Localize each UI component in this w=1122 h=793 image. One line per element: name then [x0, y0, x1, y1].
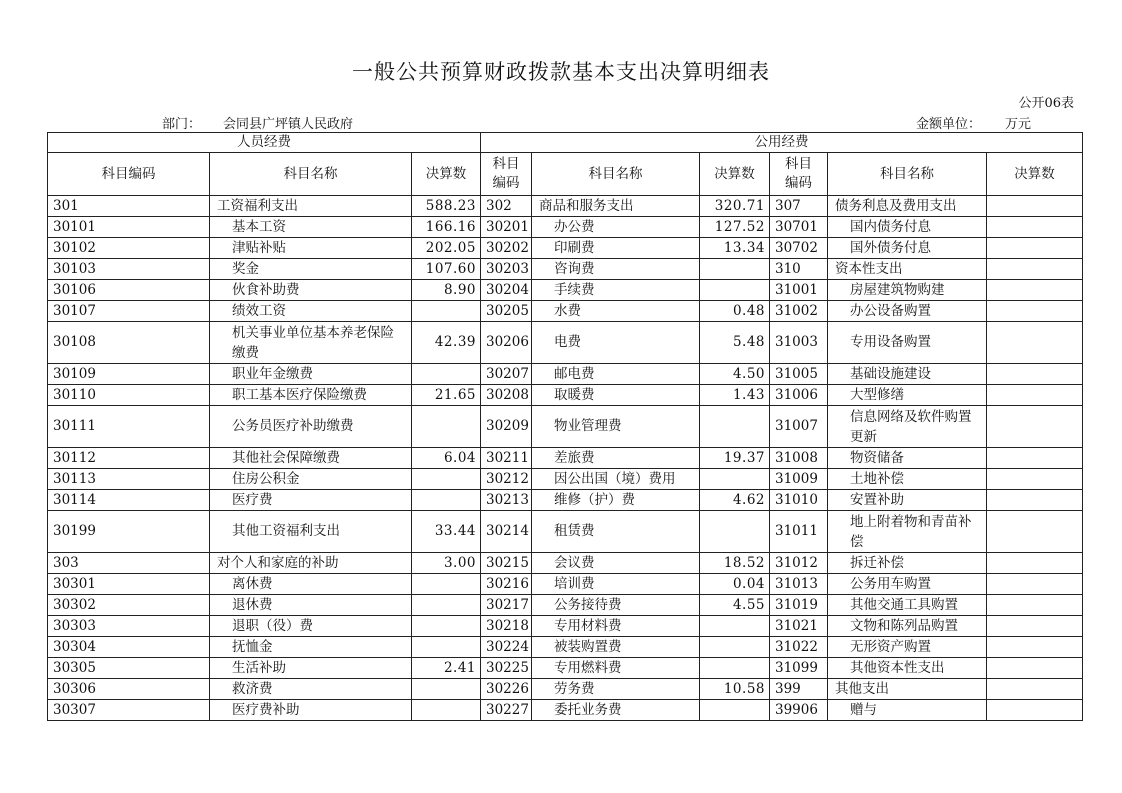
code-cell: 30199: [48, 511, 210, 553]
amount-cell: [412, 301, 481, 322]
header-code-3: [770, 153, 828, 196]
code-cell: 30108: [48, 322, 210, 364]
amount-cell: [987, 217, 1083, 238]
amount-cell: [412, 679, 481, 700]
code-cell: 30113: [48, 469, 210, 490]
code-cell: 31011: [770, 511, 828, 553]
amount-cell: 3.00: [412, 553, 481, 574]
code-cell: 30112: [48, 448, 210, 469]
amount-cell: 4.62: [700, 490, 770, 511]
amount-cell: 202.05: [412, 238, 481, 259]
table-row: [48, 364, 1083, 385]
code-cell: 30209: [481, 406, 532, 448]
unit-info: [916, 113, 1031, 132]
amount-cell: 4.50: [700, 364, 770, 385]
code-cell: 399: [770, 679, 828, 700]
code-cell: 30305: [48, 658, 210, 679]
table-row: [48, 574, 1083, 595]
name-cell: 会议费: [532, 553, 700, 574]
header-name-1: 科目名称: [210, 153, 412, 196]
amount-cell: [987, 700, 1083, 721]
code-cell: 30201: [481, 217, 532, 238]
amount-cell: 127.52: [700, 217, 770, 238]
name-cell: 国内债务付息: [828, 217, 987, 238]
amount-cell: [987, 616, 1083, 637]
header-code-3-line1: 科目: [785, 156, 812, 172]
name-cell: 津贴补贴: [210, 238, 412, 259]
code-cell: 30217: [481, 595, 532, 616]
name-cell: 国外债务付息: [828, 238, 987, 259]
table-code: 公开06表: [1018, 96, 1074, 111]
amount-cell: 2.41: [412, 658, 481, 679]
name-cell: 抚恤金: [210, 637, 412, 658]
code-cell: 30216: [481, 574, 532, 595]
name-cell: 绩效工资: [210, 301, 412, 322]
name-cell: 其他支出: [828, 679, 987, 700]
name-cell: 职业年金缴费: [210, 364, 412, 385]
name-cell: 物资储备: [828, 448, 987, 469]
amount-cell: [987, 301, 1083, 322]
amount-cell: [412, 595, 481, 616]
name-cell: 公务用车购置: [828, 574, 987, 595]
amount-cell: [700, 637, 770, 658]
name-cell: 邮电费: [532, 364, 700, 385]
amount-cell: [700, 259, 770, 280]
section-public: 公用经费: [481, 133, 1083, 153]
table-row: [48, 385, 1083, 406]
code-cell: 310: [770, 259, 828, 280]
name-cell: 信息网络及软件购置更新: [828, 406, 987, 448]
code-cell: 30211: [481, 448, 532, 469]
amount-cell: [412, 490, 481, 511]
name-cell: 大型修缮: [828, 385, 987, 406]
table-row: [48, 658, 1083, 679]
amount-cell: 1.43: [700, 385, 770, 406]
code-cell: 31013: [770, 574, 828, 595]
header-name-2: 科目名称: [532, 153, 700, 196]
code-cell: 30307: [48, 700, 210, 721]
code-cell: 39906: [770, 700, 828, 721]
name-cell: 因公出国（境）费用: [532, 469, 700, 490]
name-cell: 基本工资: [210, 217, 412, 238]
name-cell: 办公费: [532, 217, 700, 238]
name-cell: 印刷费: [532, 238, 700, 259]
name-cell: 商品和服务支出: [532, 196, 700, 217]
name-cell: 资本性支出: [828, 259, 987, 280]
code-cell: 30301: [48, 574, 210, 595]
code-cell: 30106: [48, 280, 210, 301]
name-cell: 劳务费: [532, 679, 700, 700]
amount-cell: [987, 490, 1083, 511]
amount-cell: [700, 700, 770, 721]
table-row: [48, 469, 1083, 490]
unit-value: 万元: [1005, 117, 1032, 132]
name-cell: 医疗费: [210, 490, 412, 511]
code-cell: 307: [770, 196, 828, 217]
code-cell: 302: [481, 196, 532, 217]
code-cell: 30702: [770, 238, 828, 259]
name-cell: 医疗费补助: [210, 700, 412, 721]
name-cell: 退休费: [210, 595, 412, 616]
amount-cell: 166.16: [412, 217, 481, 238]
code-cell: 31019: [770, 595, 828, 616]
table-row: [48, 301, 1083, 322]
table-row: [48, 553, 1083, 574]
code-cell: 30302: [48, 595, 210, 616]
code-cell: 30214: [481, 511, 532, 553]
header-code-2-line1: 科目: [492, 156, 520, 172]
header-amount-2: 决算数: [700, 153, 770, 196]
amount-cell: 8.90: [412, 280, 481, 301]
code-cell: 30114: [48, 490, 210, 511]
code-cell: 30101: [48, 217, 210, 238]
name-cell: 住房公积金: [210, 469, 412, 490]
code-cell: 31010: [770, 490, 828, 511]
code-cell: 30102: [48, 238, 210, 259]
name-cell: 公务接待费: [532, 595, 700, 616]
code-cell: 30213: [481, 490, 532, 511]
amount-cell: [987, 259, 1083, 280]
amount-cell: [412, 637, 481, 658]
amount-cell: [987, 364, 1083, 385]
table-row: [48, 700, 1083, 721]
table-row: [48, 217, 1083, 238]
name-cell: 基础设施建设: [828, 364, 987, 385]
table-row: [48, 259, 1083, 280]
amount-cell: [412, 700, 481, 721]
name-cell: 租赁费: [532, 511, 700, 553]
amount-cell: [987, 196, 1083, 217]
name-cell: 其他社会保障缴费: [210, 448, 412, 469]
name-cell: 奖金: [210, 259, 412, 280]
amount-cell: 0.48: [700, 301, 770, 322]
code-cell: 31099: [770, 658, 828, 679]
amount-cell: [700, 658, 770, 679]
amount-cell: 19.37: [700, 448, 770, 469]
amount-cell: 5.48: [700, 322, 770, 364]
table-row: [48, 448, 1083, 469]
amount-cell: 107.60: [412, 259, 481, 280]
code-cell: 30227: [481, 700, 532, 721]
name-cell: 伙食补助费: [210, 280, 412, 301]
amount-cell: 320.71: [700, 196, 770, 217]
unit-label: 金额单位：: [916, 117, 982, 132]
code-cell: 31021: [770, 616, 828, 637]
amount-cell: 21.65: [412, 385, 481, 406]
department-info: [162, 113, 353, 132]
department-name: 会同县广坪镇人民政府: [223, 117, 354, 132]
name-cell: 拆迁补偿: [828, 553, 987, 574]
amount-cell: [987, 574, 1083, 595]
code-cell: 30109: [48, 364, 210, 385]
name-cell: 培训费: [532, 574, 700, 595]
header-amount-1: 决算数: [412, 153, 481, 196]
name-cell: 安置补助: [828, 490, 987, 511]
amount-cell: [412, 616, 481, 637]
amount-cell: 588.23: [412, 196, 481, 217]
amount-cell: 42.39: [412, 322, 481, 364]
code-cell: 30303: [48, 616, 210, 637]
amount-cell: [412, 469, 481, 490]
code-cell: 303: [48, 553, 210, 574]
header-amount-3: 决算数: [987, 153, 1083, 196]
name-cell: 债务利息及费用支出: [828, 196, 987, 217]
code-cell: 30207: [481, 364, 532, 385]
name-cell: 无形资产购置: [828, 637, 987, 658]
name-cell: 职工基本医疗保险缴费: [210, 385, 412, 406]
name-cell: 退职（役）费: [210, 616, 412, 637]
code-cell: 30304: [48, 637, 210, 658]
amount-cell: 10.58: [700, 679, 770, 700]
code-cell: 31009: [770, 469, 828, 490]
code-cell: 30208: [481, 385, 532, 406]
amount-cell: [412, 406, 481, 448]
name-cell: 维修（护）费: [532, 490, 700, 511]
code-cell: 30225: [481, 658, 532, 679]
header-code-2: [481, 153, 532, 196]
code-cell: 31012: [770, 553, 828, 574]
amount-cell: [700, 469, 770, 490]
code-cell: 30224: [481, 637, 532, 658]
table-row: [48, 637, 1083, 658]
code-cell: 30202: [481, 238, 532, 259]
code-cell: 30111: [48, 406, 210, 448]
amount-cell: [987, 385, 1083, 406]
name-cell: 手续费: [532, 280, 700, 301]
amount-cell: [987, 469, 1083, 490]
amount-cell: [987, 595, 1083, 616]
name-cell: 生活补助: [210, 658, 412, 679]
amount-cell: [412, 364, 481, 385]
name-cell: 专用设备购置: [828, 322, 987, 364]
amount-cell: [987, 511, 1083, 553]
code-cell: 31002: [770, 301, 828, 322]
code-cell: 31003: [770, 322, 828, 364]
name-cell: 物业管理费: [532, 406, 700, 448]
code-cell: 30215: [481, 553, 532, 574]
department-label: 部门：: [162, 117, 202, 132]
amount-cell: 18.52: [700, 553, 770, 574]
table-row: [48, 322, 1083, 364]
header-code-2-line2: 编码: [492, 175, 520, 191]
header-code-1: 科目编码: [48, 153, 210, 196]
table-row: [48, 196, 1083, 217]
code-cell: 301: [48, 196, 210, 217]
amount-cell: [987, 238, 1083, 259]
name-cell: 其他交通工具购置: [828, 595, 987, 616]
amount-cell: [987, 658, 1083, 679]
name-cell: 被装购置费: [532, 637, 700, 658]
section-personnel: 人员经费: [48, 133, 481, 153]
name-cell: 土地补偿: [828, 469, 987, 490]
name-cell: 文物和陈列品购置: [828, 616, 987, 637]
amount-cell: [987, 553, 1083, 574]
amount-cell: [412, 574, 481, 595]
name-cell: 赠与: [828, 700, 987, 721]
name-cell: 委托业务费: [532, 700, 700, 721]
amount-cell: 13.34: [700, 238, 770, 259]
name-cell: 专用燃料费: [532, 658, 700, 679]
amount-cell: [987, 637, 1083, 658]
table-row: [48, 511, 1083, 553]
amount-cell: [700, 280, 770, 301]
name-cell: 办公设备购置: [828, 301, 987, 322]
name-cell: 其他工资福利支出: [210, 511, 412, 553]
table-row: [48, 679, 1083, 700]
amount-cell: [987, 406, 1083, 448]
name-cell: 救济费: [210, 679, 412, 700]
code-cell: 30203: [481, 259, 532, 280]
amount-cell: [987, 448, 1083, 469]
code-cell: 30226: [481, 679, 532, 700]
name-cell: 地上附着物和青苗补偿: [828, 511, 987, 553]
name-cell: 公务员医疗补助缴费: [210, 406, 412, 448]
name-cell: 差旅费: [532, 448, 700, 469]
amount-cell: [987, 280, 1083, 301]
table-row: [48, 280, 1083, 301]
amount-cell: [987, 679, 1083, 700]
amount-cell: [987, 322, 1083, 364]
amount-cell: [700, 406, 770, 448]
table-row: [48, 490, 1083, 511]
header-name-3: 科目名称: [828, 153, 987, 196]
code-cell: 31005: [770, 364, 828, 385]
table-row: [48, 406, 1083, 448]
name-cell: 其他资本性支出: [828, 658, 987, 679]
amount-cell: 0.04: [700, 574, 770, 595]
code-cell: 30306: [48, 679, 210, 700]
name-cell: 专用材料费: [532, 616, 700, 637]
code-cell: 31006: [770, 385, 828, 406]
code-cell: 31022: [770, 637, 828, 658]
name-cell: 水费: [532, 301, 700, 322]
amount-cell: [700, 511, 770, 553]
name-cell: 工资福利支出: [210, 196, 412, 217]
code-cell: 30218: [481, 616, 532, 637]
amount-cell: 4.55: [700, 595, 770, 616]
code-cell: 30701: [770, 217, 828, 238]
name-cell: 取暖费: [532, 385, 700, 406]
code-cell: 30107: [48, 301, 210, 322]
code-cell: 30103: [48, 259, 210, 280]
amount-cell: [700, 616, 770, 637]
code-cell: 30110: [48, 385, 210, 406]
code-cell: 30206: [481, 322, 532, 364]
header-code-3-line2: 编码: [785, 175, 812, 191]
code-cell: 30205: [481, 301, 532, 322]
amount-cell: 6.04: [412, 448, 481, 469]
name-cell: 对个人和家庭的补助: [210, 553, 412, 574]
name-cell: 房屋建筑物购建: [828, 280, 987, 301]
amount-cell: 33.44: [412, 511, 481, 553]
code-cell: 31007: [770, 406, 828, 448]
expenditure-table: [47, 132, 1083, 721]
code-cell: 31001: [770, 280, 828, 301]
code-cell: 30204: [481, 280, 532, 301]
code-cell: 30212: [481, 469, 532, 490]
code-cell: 31008: [770, 448, 828, 469]
table-row: [48, 238, 1083, 259]
report-title: 一般公共预算财政拨款基本支出决算明细表: [352, 60, 770, 84]
table-row: [48, 595, 1083, 616]
name-cell: 离休费: [210, 574, 412, 595]
name-cell: 机关事业单位基本养老保险缴费: [210, 322, 412, 364]
name-cell: 电费: [532, 322, 700, 364]
name-cell: 咨询费: [532, 259, 700, 280]
table-row: [48, 616, 1083, 637]
